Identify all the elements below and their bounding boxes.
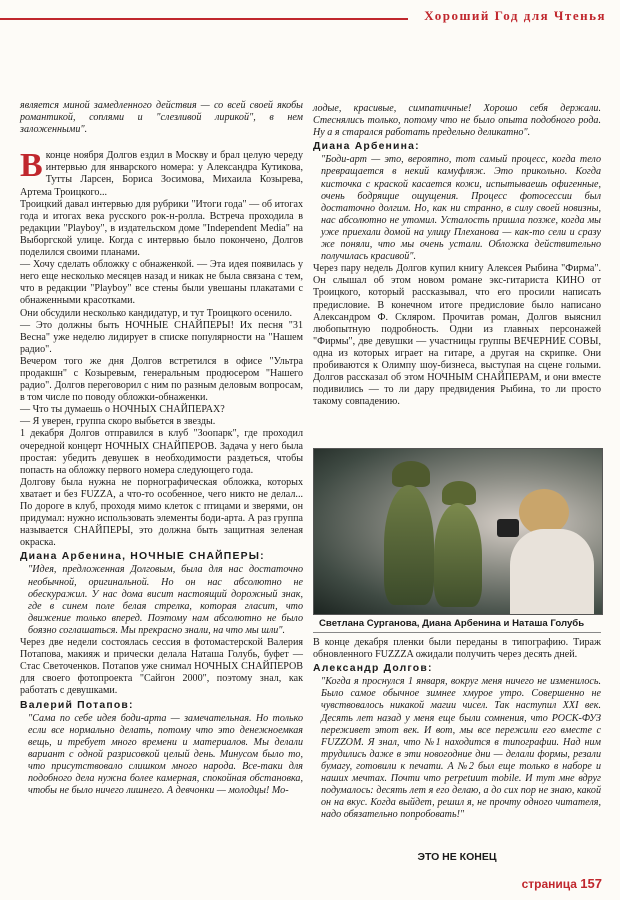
quote: "Боди-арт — это, вероятно, тот самый процесс, когда тело превращается в некий камуфляж. Это прикольно. Когда кисточка с краской касается кожи, испытываешь офигенные, очень бодрящие ощущения. Процесс фотосессии был достаточно долгим. Но, как ни странно, в силу своей новизны, нас абсолютно не утомил. Усталость пришла позже, когда мы уже приехали домой на улицу Плеханова — как-то сели и сразу же поняли, что мы очень устали. Обложка действительно получилась красивой".	[321, 154, 601, 263]
page-number	[522, 876, 602, 891]
speaker-heading: Диана Арбенина, НОЧНЫЕ СНАЙПЕРЫ:	[20, 551, 265, 563]
running-header-title: Хороший Год для Чтенья	[424, 8, 606, 23]
drop-cap: В	[20, 147, 43, 185]
end-note: ЭТО НЕ КОНЕЦ	[417, 851, 497, 863]
paragraph-text: конце ноября Долгов ездил в Москву и брал целую череду интервью для январского номера: у Александра Кутикова, Тутты Ларсен, Бориса Зосимова, Михаила Козырева, Артема Троицкого...	[20, 150, 303, 198]
photo-caption: Светлана Сурганова, Диана Арбенина и Наташа Голубь	[313, 616, 601, 633]
paragraph: — Я уверен, группа скоро выбьется в звезды.	[20, 416, 216, 428]
speaker-heading: Валерий Потапов:	[20, 699, 134, 711]
right-column-lower	[313, 637, 601, 821]
left-column	[20, 100, 303, 797]
header-rule	[0, 18, 408, 20]
paragraph: Долгову была нужна не порнографическая обложка, которых хватает и без FUZZA, а что-то особенное, чего никто не делал... По дороге в клуб, проходя мимо клеток с птицами и зверями, он придумал: нужно использовать элементы боди-арта. А раз группа называется СНАЙПЕРЫ, это должна быть защитная зеленая окраска.	[20, 476, 303, 549]
paragraph: — Что ты думаешь о НОЧНЫХ СНАЙПЕРАХ?	[20, 404, 225, 416]
quote: "Идея, предложенная Долговым, была для нас достаточно необычной, оригинальной. Но он нас абсолютно не обескуражил. У нас дома висит настоящий дорожный знак, где в синем поле белая стрелка, которая гласит, что движение только вперед. Поэтому нам абсолютно не было боязно соглашаться. Мы прекрасно знали, на что мы шли".	[28, 564, 303, 636]
paragraph: Через пару недель Долгов купил книгу Алексея Рыбина "Фирма". Он слышал об этом новом романе экс-гитариста КИНО от Троицкого, который рассказывал, что его просили написать предисловие. В конечном итоге предисловие было написано Александром Ф. Скляром. Прочитав роман, Долгов выяснил любопытную подробность. Одни из главных персонажей "Фирмы", две девушки — участницы группы ВЕЧЕРНИЕ СОВЫ, одна из которых играет на гитаре, а другая на скрипке. Они пробиваются к Олимпу шоу-бизнеса, выступая на сцене голыми. Долгов рассказал об этом НОЧНЫМ СНАЙПЕРАМ, и они вместе подивились — то ли дару предвидения Рыбина, то ли просто такому совпадению.	[313, 263, 601, 408]
paragraph: Через две недели состоялась сессия в фотомастерской Валерия Потапова, макияж и прически делала Наташа Голубь, буфет — Стас Светоченков. Потапов уже снимал НОЧНЫХ СНАЙПЕРОВ для своего фотопроекта "Сайгон 2000", поэтому знал, как работать с девушками.	[20, 637, 303, 697]
paragraph: Троицкий давал интервью для рубрики "Итоги года" — об итогах года и итогах века русского рок-н-ролла. Встреча проходила в редакции "Playboy", в издательском доме "Independent Media" на Выборгской улице. Когда с интервью было покончено, Долгов поделился своими планами.	[20, 198, 303, 259]
intro-quote-end: является миной замедленного действия — со всей своей якобы романтикой, соплями и "слезливой лирикой", в нем заложенными".	[20, 100, 303, 136]
camera-icon	[497, 519, 519, 537]
paragraph: — Хочу сделать обложку с обнаженкой. — Эта идея появилась у него еще несколько месяцев назад и никак не была связана с тем, что в редакции "Playboy" все стены были увешаны плакатами с обнаженными красотками.	[20, 259, 303, 307]
helmet-icon	[442, 481, 476, 505]
page-number-value: 157	[580, 876, 602, 891]
quote: "Сама по себе идея боди-арта — замечательная. Но только если все нормально делать, потому что это денежноемкая вещь, и требует много времени и материалов. Мы делали вариант с одной разрисовкой целый день. Минусом было то, что присутствовало слишком много народа. Все-таки для подобного дела нужна более камерная, спокойная обстановка, чтобы не было ничего лишнего. А девчонки — молодцы! Мо-	[28, 712, 303, 797]
person-silhouette	[434, 503, 482, 607]
paragraph: Вечером того же дня Долгов встретился в офисе "Ультра продакшн" с Козыревым, генеральным продюсером "Нашего радио". Долгов переговорил с ним по разным деловым вопросам, в том числе по поводу обложки-обнаженки.	[20, 355, 303, 404]
right-column	[313, 103, 601, 408]
person-silhouette	[384, 485, 434, 605]
band-photo	[313, 448, 603, 615]
helmet-icon	[392, 461, 430, 487]
speaker-heading: Диана Арбенина:	[313, 141, 420, 153]
quote-continuation: лодые, красивые, симпатичные! Хорошо себя держали. Стеснялись только, потому что не было опыта подобного рода. Ну а я старался работать предельно деликатно".	[313, 103, 601, 139]
speaker-heading: Александр Долгов:	[313, 663, 433, 675]
person-silhouette	[510, 529, 594, 615]
page-label: страница	[521, 877, 577, 891]
paragraph	[20, 147, 303, 198]
paragraph: — Это должны быть НОЧНЫЕ СНАЙПЕРЫ! Их песня "31 Весна" уже неделю лидирует в списке популярности на "Нашем радио".	[20, 319, 303, 355]
quote: "Когда я проснулся 1 января, вокруг меня ничего не изменилось. Было самое обычное зимнее хмурое утро. Совершенно не чувствовалось никакой магии чисел. Так наступил XXI век. Десять лет назад у меня еще были сомнения, что РОСК-ФУЗ переживет этот век. И вот, мы все пережили его вместе с FUZZOM. Я знал, что №1 находится в типографии. Над ним трудились даже в эти новогодние дни — делали формы, резали бумагу, готовили к печати. А №2 был еще только в наборе и наших мечтах. Почти что perpetuum mobile. И тут мне вдруг подумалось: десять лет я его делаю, а до сих пор не знаю, какой он на вкус. Когда выйдет, решил я, не прочту одного читателя, надо обязательно попробовать!"	[321, 676, 601, 821]
paragraph: Они обсудили несколько кандидатур, и тут Троицкого осенило.	[20, 307, 293, 319]
paragraph: 1 декабря Долгов отправился в клуб "Зоопарк", где проходил очередной концерт НОЧНЫХ СНАЙПЕРОВ. Задача у него была простая: убедить девушек в необходимости раздеться, чтобы попасть на обложку первого номера следующего года.	[20, 428, 303, 476]
paragraph: В конце декабря пленки были переданы в типографию. Тираж обновленного FUZZZA ожидали получить через десять дней.	[313, 637, 601, 661]
